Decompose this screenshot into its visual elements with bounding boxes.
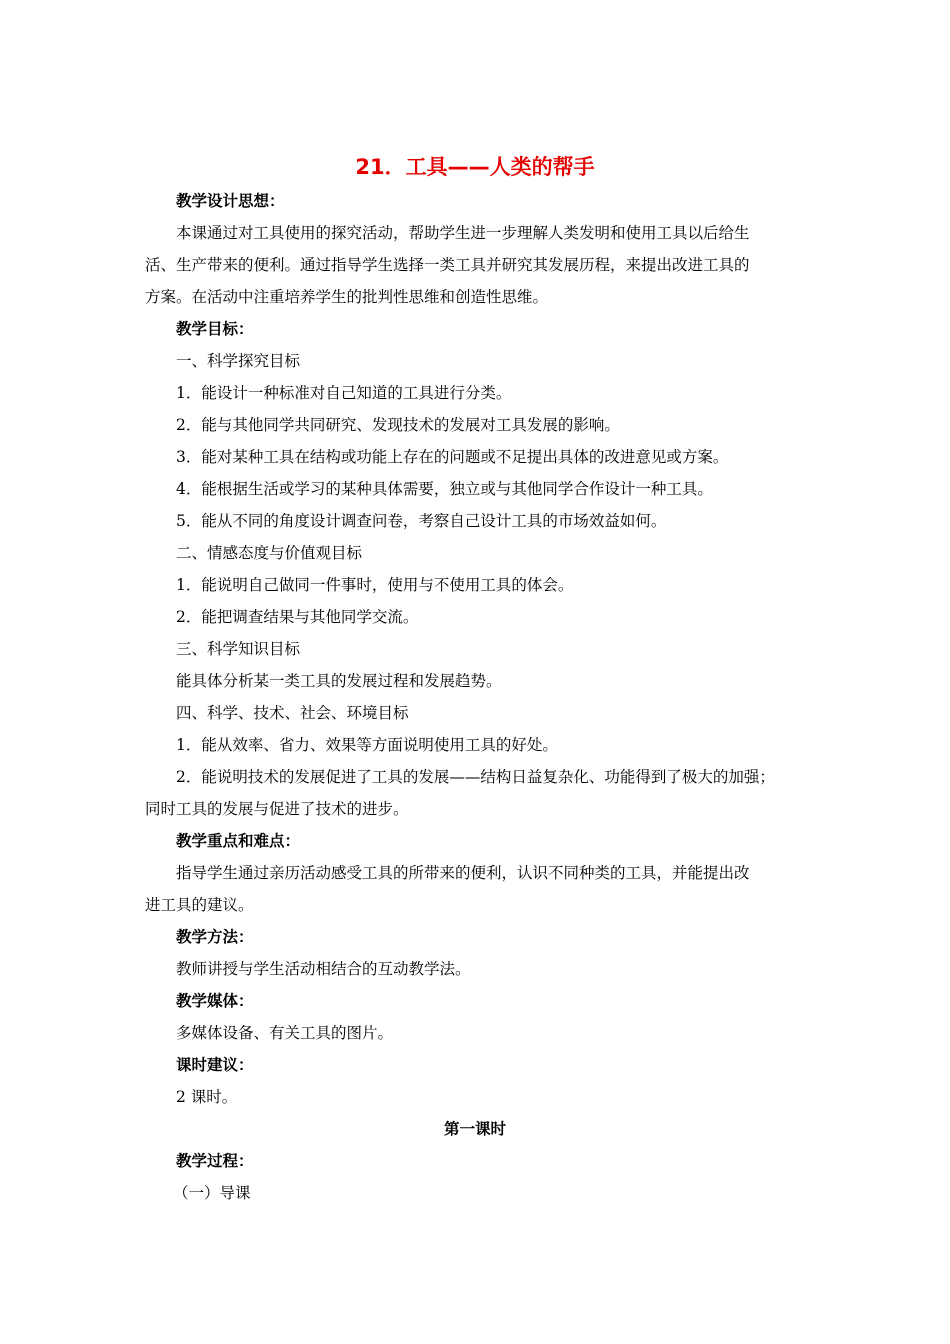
goal2-heading: 二、情感态度与价值观目标: [176, 544, 363, 562]
goal3-heading: 三、科学知识目标: [176, 640, 301, 658]
media-text: 多媒体设备、有关工具的图片。: [176, 1024, 394, 1042]
goal4-item: 1．能从效率、省力、效果等方面说明使用工具的好处。: [176, 736, 558, 754]
hours-heading: 课时建议：: [176, 1056, 254, 1074]
goal4-heading: 四、科学、技术、社会、环境目标: [176, 704, 409, 722]
media-heading: 教学媒体：: [176, 992, 254, 1010]
process-heading: 教学过程：: [176, 1152, 254, 1170]
goals-heading: 教学目标：: [176, 320, 254, 338]
design-heading: 教学设计思想：: [176, 192, 285, 210]
design-paragraph-line: 活、生产带来的便利。通过指导学生选择一类工具并研究其发展历程，来提出改进工具的: [145, 256, 750, 274]
goal1-item: 5．能从不同的角度设计调查问卷，考察自己设计工具的市场效益如何。: [176, 512, 667, 530]
document-title: 21．工具——人类的帮手: [355, 155, 595, 179]
goal1-item: 3．能对某种工具在结构或功能上存在的问题或不足提出具体的改进意见或方案。: [176, 448, 729, 466]
goal4-item-continuation: 同时工具的发展与促进了技术的进步。: [145, 800, 409, 818]
goal1-item: 4．能根据生活或学习的某种具体需要，独立或与其他同学合作设计一种工具。: [176, 480, 713, 498]
goal1-heading: 一、科学探究目标: [176, 352, 301, 370]
goal1-item: 1．能设计一种标准对自己知道的工具进行分类。: [176, 384, 512, 402]
process-step: （一）导课: [173, 1184, 251, 1202]
method-text: 教师讲授与学生活动相结合的互动教学法。: [176, 960, 471, 978]
key-paragraph-line: 指导学生通过亲历活动感受工具的所带来的便利，认识不同种类的工具，并能提出改: [176, 864, 750, 882]
goal3-text: 能具体分析某一类工具的发展过程和发展趋势。: [176, 672, 502, 690]
hours-text: 2 课时。: [176, 1088, 238, 1106]
key-heading: 教学重点和难点：: [176, 832, 301, 850]
goal2-item: 2．能把调查结果与其他同学交流。: [176, 608, 419, 626]
goal4-item: 2．能说明技术的发展促进了工具的发展——结构日益复杂化、功能得到了极大的加强；: [176, 768, 775, 786]
key-paragraph-line: 进工具的建议。: [145, 896, 254, 914]
goal2-item: 1．能说明自己做同一件事时，使用与不使用工具的体会。: [176, 576, 574, 594]
design-paragraph-line: 本课通过对工具使用的探究活动，帮助学生进一步理解人类发明和使用工具以后给生: [176, 224, 750, 242]
lesson1-heading: 第一课时: [443, 1120, 506, 1138]
design-paragraph-line: 方案。在活动中注重培养学生的批判性思维和创造性思维。: [145, 288, 549, 306]
method-heading: 教学方法：: [176, 928, 254, 946]
goal1-item: 2．能与其他同学共同研究、发现技术的发展对工具发展的影响。: [176, 416, 620, 434]
